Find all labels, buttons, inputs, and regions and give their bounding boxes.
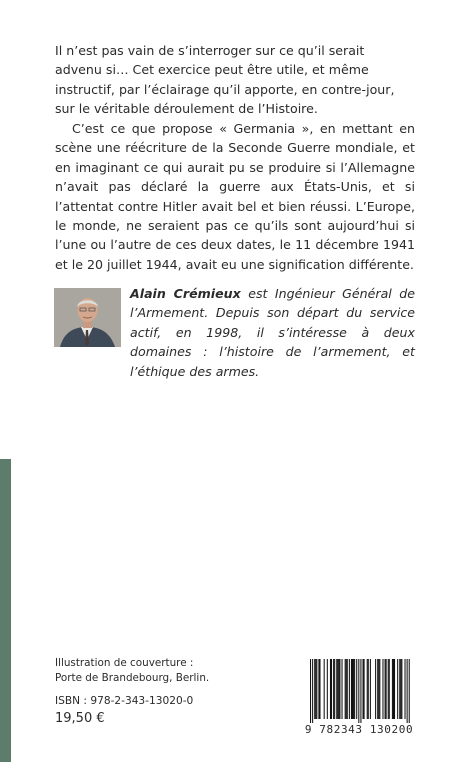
isbn-label: ISBN : 978-2-343-13020-0 <box>55 695 194 707</box>
barcode-digits: 9 782343 130200 <box>304 723 414 736</box>
barcode-bar <box>399 659 400 719</box>
price-label: 19,50 € <box>55 711 105 726</box>
barcode-bar <box>318 659 319 719</box>
barcode-bar <box>358 659 359 723</box>
barcode-bar <box>345 659 346 719</box>
author-bio-text: est Ingénieur Général de l’Armement. Depuis son départ du service actif, en 1998, il s’intéresse à deux domaines : l’histoire de l’armement, et l’éthique des armes. <box>130 286 415 379</box>
barcode-bar <box>334 659 335 719</box>
barcode-bar <box>336 659 337 719</box>
barcode-bar <box>393 659 394 719</box>
barcode-bar <box>401 659 402 719</box>
barcode-bar <box>316 659 317 719</box>
barcode-bar <box>331 659 332 719</box>
barcode-bar <box>409 659 410 723</box>
barcode-bar <box>382 659 383 719</box>
barcode-bar <box>368 659 369 719</box>
barcode-bar <box>342 659 343 719</box>
barcode-bar <box>400 659 401 719</box>
barcode-bar <box>363 659 364 719</box>
barcode-bar <box>310 659 311 723</box>
barcode-bar <box>347 659 348 719</box>
author-bio <box>130 284 415 381</box>
barcode-bar <box>394 659 395 719</box>
barcode-bar <box>367 659 368 719</box>
barcode-bar <box>330 659 331 719</box>
spine-color-band <box>0 459 11 762</box>
barcode-bar <box>385 659 386 719</box>
barcode-bar <box>327 659 328 719</box>
intro-paragraph: Il n’est pas vain de s’interroger sur ce qu’il serait advenu si… Cet exercice peut être utile, et même instructif, par l’éclairage qu’il apporte, en contre-jour, sur le véritable déroulement de l’Histoire. <box>55 43 395 117</box>
barcode-bar <box>378 659 379 719</box>
barcode-bar <box>356 659 357 719</box>
credit-subject: Porte de Brandebourg, Berlin. <box>55 672 210 684</box>
author-photo <box>54 288 121 347</box>
barcode-bar <box>319 659 320 719</box>
barcode-bar <box>389 659 390 719</box>
barcode-bar <box>405 659 406 719</box>
author-name: Alain Crémieux <box>130 286 241 301</box>
barcode-bar <box>346 659 347 719</box>
barcode-bar <box>324 659 325 719</box>
barcode-bar <box>360 659 361 723</box>
barcode-bar <box>407 659 408 723</box>
credit-label: Illustration de couverture : <box>55 657 194 669</box>
barcode-bar <box>315 659 316 719</box>
barcode-bar <box>377 659 378 719</box>
barcode-bar <box>351 659 352 719</box>
barcode-bar <box>352 659 353 719</box>
cover-illustration-credit <box>55 656 255 686</box>
barcode-bar <box>339 659 340 719</box>
barcode-bar <box>397 659 398 719</box>
barcode-bar <box>353 659 354 719</box>
barcode-bar <box>349 659 350 719</box>
barcode-bar <box>388 659 389 719</box>
summary-paragraph: C’est ce que propose « Germania », en mettant en scène une réécriture de la Seconde Guerre mondiale, et en imaginant ce qui aurait pu se produire si l’Allemagne n’avait pas déclaré la guerre aux États-Unis, et si l’attentat contre Hitler avait bel et bien réussi. L’Europe, le monde, ne seraient pas ce qu’ils sont aujourd’hui si l’une ou l’autre de ces deux dates, le 11 décembre 1941 et le 20 juillet 1944, avait eu une signification différente. <box>55 121 415 272</box>
barcode-bar <box>338 659 339 719</box>
barcode-bar <box>337 659 338 719</box>
barcode-bar <box>375 659 376 719</box>
barcode-bar <box>386 659 387 719</box>
barcode-bar <box>354 659 355 719</box>
barcode-bar <box>314 659 315 719</box>
barcode-bar <box>333 659 334 719</box>
barcode-bar <box>392 659 393 719</box>
barcode-bar <box>364 659 365 719</box>
barcode-bar <box>312 659 313 723</box>
barcode-bar <box>379 659 380 719</box>
barcode-bar <box>370 659 371 719</box>
